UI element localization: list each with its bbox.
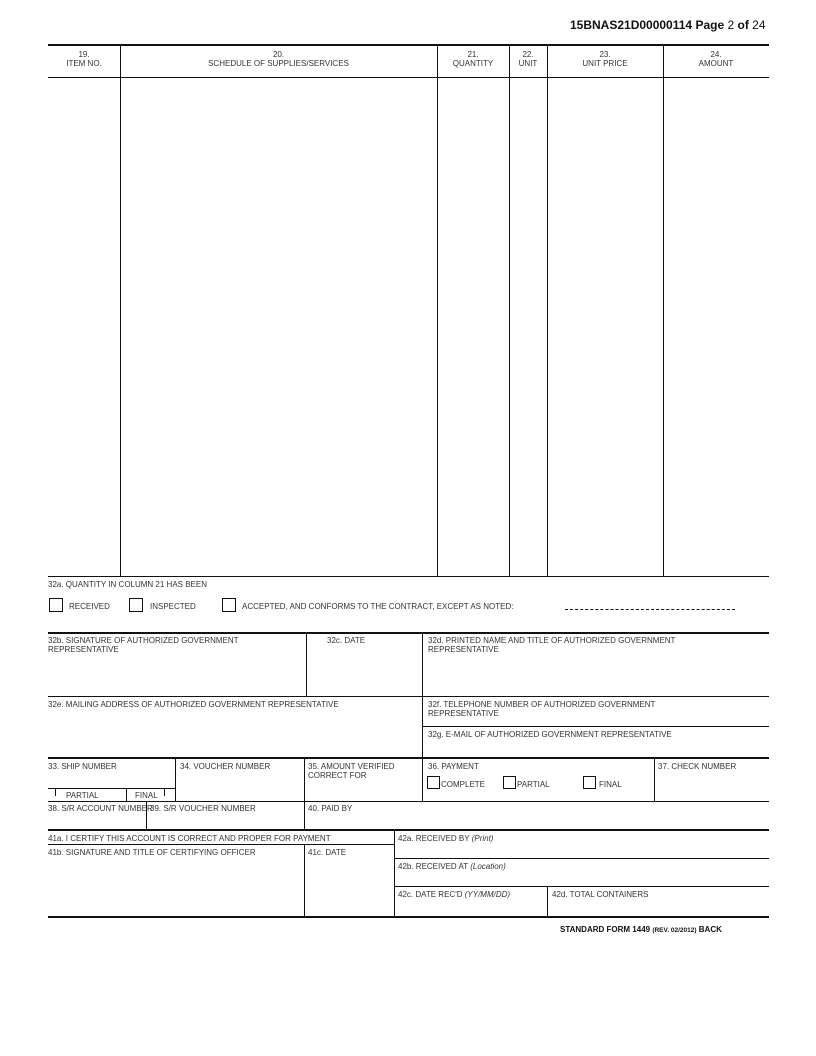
form-revision: (REV. 02/2012) <box>652 927 697 934</box>
received-by-field[interactable] <box>395 844 768 857</box>
date-32c-label: 32c. DATE <box>327 636 366 645</box>
payment-complete-checkbox[interactable] <box>427 776 440 789</box>
document-number: 15BNAS21D00000114 <box>570 18 693 32</box>
unit-cell[interactable] <box>510 78 546 575</box>
date-41c-label: 41c. DATE <box>308 848 347 857</box>
column-number: 21. <box>467 50 479 59</box>
date-received-label <box>398 890 510 899</box>
column-number: 22. <box>522 50 534 59</box>
received-checkbox[interactable] <box>49 598 63 612</box>
column-number: 20. <box>272 50 285 59</box>
of-label: of <box>737 18 749 32</box>
label-line: 32f. TELEPHONE NUMBER OF AUTHORIZED GOVERNMENT <box>428 700 656 709</box>
paid-by-field[interactable] <box>305 814 768 828</box>
date-41c-field[interactable] <box>305 859 393 915</box>
form-side: BACK <box>698 925 722 934</box>
received-by-label <box>398 834 493 843</box>
form-footer <box>560 925 722 934</box>
amount-verified-field[interactable] <box>305 783 421 800</box>
payment-final-label: FINAL <box>599 780 622 789</box>
label-line: CORRECT FOR <box>308 771 367 780</box>
column-header-schedule <box>120 50 437 68</box>
email-label: 32g. E-MAIL OF AUTHORIZED GOVERNMENT REPRESENTATIVE <box>428 730 672 739</box>
amount-verified-label <box>308 762 395 780</box>
col-divider <box>422 758 423 801</box>
table-bottom-border <box>48 576 769 577</box>
payment-partial-label: PARTIAL <box>517 780 550 789</box>
date-32c-field[interactable] <box>307 648 421 695</box>
mailing-address-label: 32e. MAILING ADDRESS OF AUTHORIZED GOVERNMENT REPRESENTATIVE <box>48 700 339 709</box>
row-divider <box>394 886 769 887</box>
payment-partial-checkbox[interactable] <box>503 776 516 789</box>
inspected-checkbox[interactable] <box>129 598 143 612</box>
label-line: REPRESENTATIVE <box>428 709 499 718</box>
column-label: AMOUNT <box>698 59 734 68</box>
ship-final-option[interactable]: FINAL <box>135 791 158 800</box>
received-at-field[interactable] <box>395 872 768 885</box>
amount-cell[interactable] <box>664 78 768 575</box>
label-line: 35. AMOUNT VERIFIED <box>308 762 395 771</box>
received-at-label <box>398 862 506 871</box>
label-hint: (Print) <box>471 834 494 843</box>
column-number: 19. <box>78 50 90 59</box>
column-label: SCHEDULE OF SUPPLIES/SERVICES <box>208 59 349 68</box>
received-label: RECEIVED <box>69 602 110 611</box>
certifying-officer-signature-field[interactable] <box>49 859 303 915</box>
item-no-cell[interactable] <box>49 78 119 575</box>
label-hint: (Location) <box>470 862 506 871</box>
column-header-item-no <box>48 50 120 68</box>
payment-complete-label: COMPLETE <box>441 780 486 789</box>
column-label: UNIT <box>518 59 538 68</box>
certify-account-label: 41a. I CERTIFY THIS ACCOUNT IS CORRECT AND PROPER FOR PAYMENT <box>48 834 331 843</box>
telephone-label <box>428 700 655 718</box>
quantity-cell[interactable] <box>438 78 508 575</box>
row-divider <box>48 696 769 697</box>
ship-partial-option[interactable]: PARTIAL <box>66 791 99 800</box>
voucher-number-field[interactable] <box>176 773 303 800</box>
column-number: 24. <box>710 50 722 59</box>
paid-by-label: 40. PAID BY <box>308 804 353 813</box>
unit-price-cell[interactable] <box>548 78 662 575</box>
total-containers-label: 42d. TOTAL CONTAINERS <box>552 890 649 899</box>
mailing-address-field[interactable] <box>49 712 421 756</box>
date-received-field[interactable] <box>395 900 546 915</box>
label-line: REPRESENTATIVE <box>48 645 119 654</box>
total-containers-field[interactable] <box>548 900 768 915</box>
column-header-unit <box>509 50 547 68</box>
label-hint: (YY/MM/DD) <box>464 890 511 899</box>
column-label: UNIT PRICE <box>582 59 628 68</box>
column-header-amount <box>663 50 769 68</box>
page-label: Page <box>695 18 725 32</box>
label-text: 42b. RECEIVED AT <box>398 862 468 871</box>
signature-gov-rep-label <box>48 636 239 654</box>
payment-final-checkbox[interactable] <box>583 776 596 789</box>
ship-number-label: 33. SHIP NUMBER <box>48 762 117 771</box>
section-divider <box>48 632 769 634</box>
partial-final-divider <box>126 788 127 801</box>
ship-final-tick <box>164 789 165 796</box>
inspected-label: INSPECTED <box>150 602 196 611</box>
sr-voucher-number-label: 39. S/R VOUCHER NUMBER <box>150 804 256 813</box>
sr-account-number-label: 38. S/R ACCOUNT NUMBER <box>48 804 153 813</box>
column-number: 23. <box>599 50 611 59</box>
column-label: QUANTITY <box>452 59 494 68</box>
column-header-quantity <box>437 50 509 68</box>
accepted-checkbox[interactable] <box>222 598 236 612</box>
voucher-number-label: 34. VOUCHER NUMBER <box>180 762 271 771</box>
sr-voucher-number-field[interactable] <box>147 814 303 828</box>
label-line: 32d. PRINTED NAME AND TITLE OF AUTHORIZED GOVERNMENT <box>428 636 676 645</box>
sr-account-number-field[interactable] <box>49 814 145 828</box>
printed-name-title-label <box>428 636 675 654</box>
page-total: 24 <box>752 18 766 32</box>
label-text: 42a. RECEIVED BY <box>398 834 470 843</box>
page-header <box>570 18 766 32</box>
row-divider <box>394 858 769 859</box>
payment-label: 36. PAYMENT <box>428 762 479 771</box>
table-top-border <box>48 44 769 46</box>
section-divider <box>48 757 769 759</box>
column-label: ITEM NO. <box>66 59 102 68</box>
row-divider-32g <box>422 726 769 727</box>
schedule-cell[interactable] <box>121 78 436 575</box>
column-header-unit-price <box>547 50 663 68</box>
printed-name-title-field[interactable] <box>423 657 768 695</box>
email-field[interactable] <box>423 741 768 756</box>
section-divider <box>48 829 769 831</box>
signature-gov-rep-field[interactable] <box>49 657 305 695</box>
form-name: STANDARD FORM 1449 <box>560 925 651 934</box>
ship-partial-tick <box>55 789 56 796</box>
row-divider <box>48 844 394 845</box>
label-text: 42c. DATE REC'D <box>398 890 463 899</box>
form-bottom-border <box>48 916 769 918</box>
quantity-status-label: 32a. QUANTITY IN COLUMN 21 HAS BEEN <box>48 580 208 589</box>
label-line: REPRESENTATIVE <box>428 645 499 654</box>
certifying-officer-signature-label: 41b. SIGNATURE AND TITLE OF CERTIFYING OFFICER <box>48 848 256 857</box>
label-line: 32b. SIGNATURE OF AUTHORIZED GOVERNMENT <box>48 636 239 645</box>
exceptions-noted-line[interactable] <box>565 609 735 610</box>
accepted-label: ACCEPTED, AND CONFORMS TO THE CONTRACT, EXCEPT AS NOTED: <box>242 602 514 611</box>
check-number-label: 37. CHECK NUMBER <box>658 762 737 771</box>
check-number-field[interactable] <box>655 773 768 800</box>
page-number: 2 <box>727 18 735 32</box>
